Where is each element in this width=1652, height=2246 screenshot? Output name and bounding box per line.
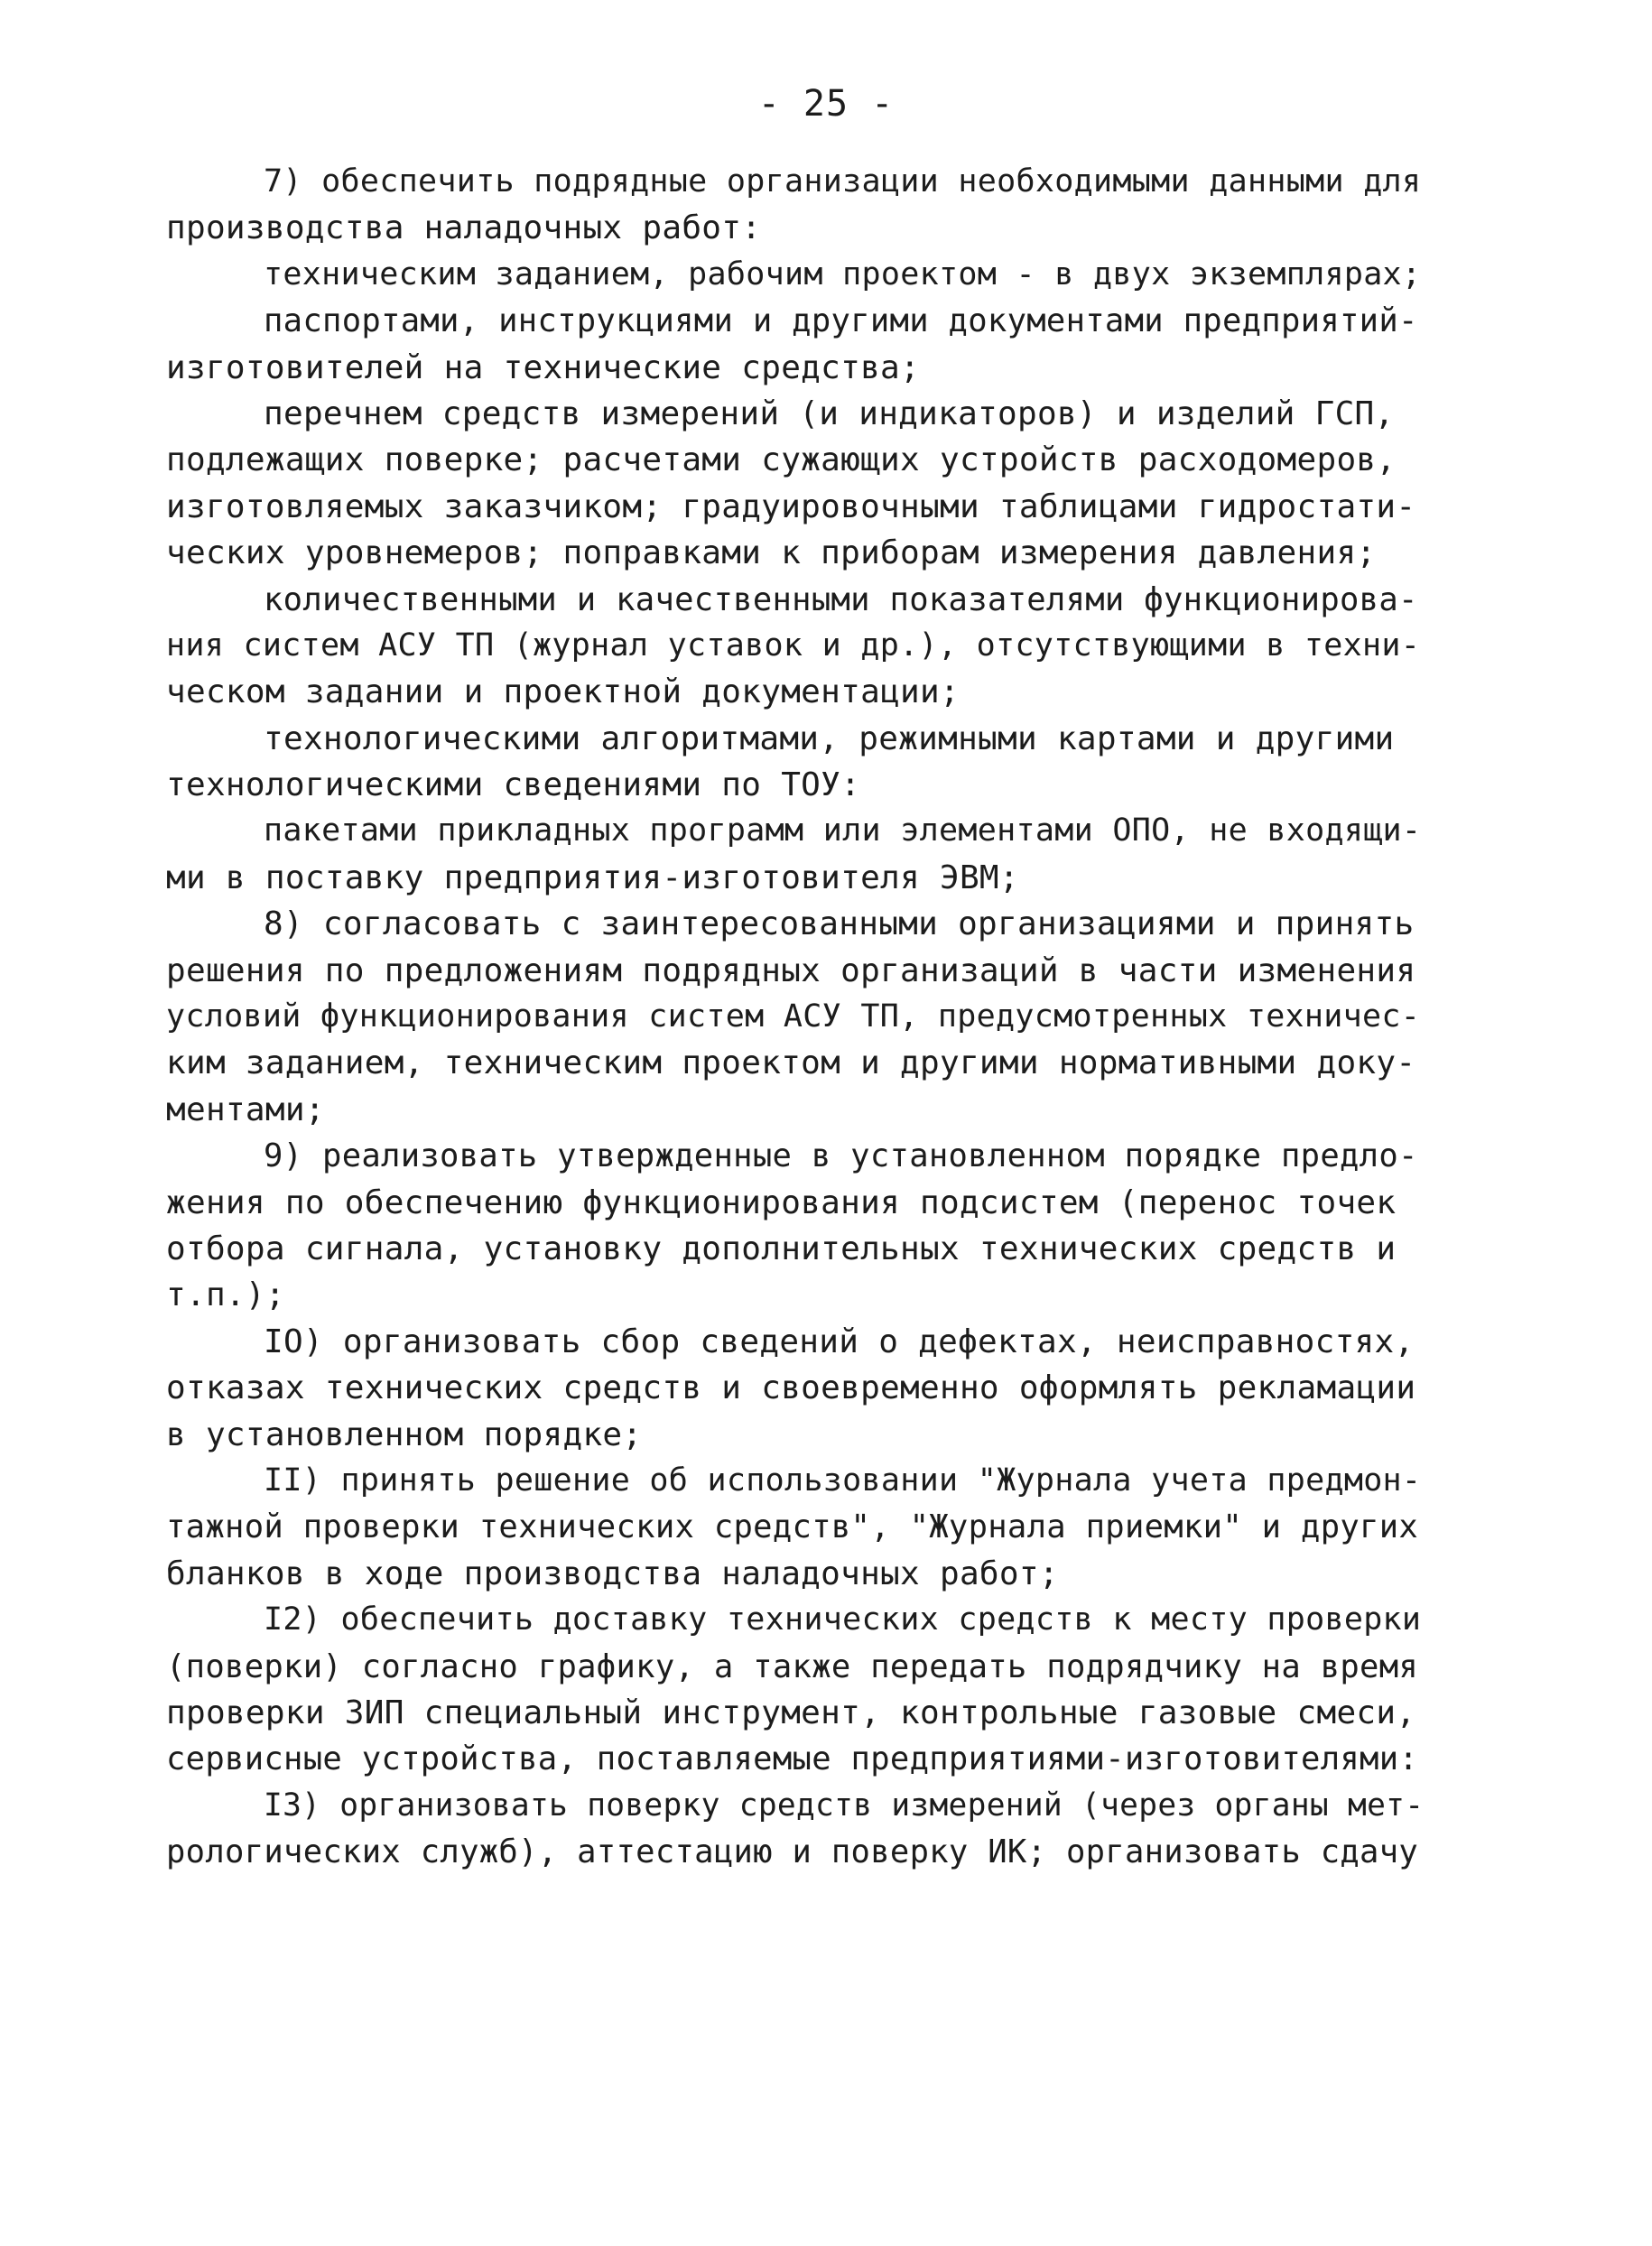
text-line: IO) организовать сбор сведений о дефектах, неисправностях, — [264, 1323, 1415, 1360]
text-line: условий функционирования систем АСУ ТП, предусмотренных техничес- — [166, 998, 1421, 1035]
page-number: - 25 - — [757, 83, 895, 125]
text-line: перечнем средств измерений (и индикаторов) и изделий ГСП, — [264, 394, 1395, 432]
text-line: ческом задании и проектной документации; — [166, 673, 960, 711]
text-line: изготовляемых заказчиком; градуировочными таблицами гидростати- — [166, 487, 1416, 525]
text-line: производства наладочных работ: — [166, 209, 762, 247]
text-line: в установленном порядке; — [166, 1415, 643, 1453]
text-line: ким заданием, техническим проектом и другими нормативными доку- — [166, 1044, 1416, 1082]
text-line: подлежащих поверке; расчетами сужающих устройств расходомеров, — [166, 441, 1397, 479]
text-line: I3) организовать поверку средств измерений (через органы мет- — [264, 1787, 1425, 1824]
text-line: 7) обеспечить подрядные организации необходимыми данными для — [264, 163, 1422, 200]
text-line: (поверки) согласно графику, а также передать подрядчику на время — [166, 1647, 1419, 1685]
text-line: количественными и качественными показателями функционирова- — [264, 580, 1418, 618]
text-line: 8) согласовать с заинтересованными организациями и принять — [264, 905, 1415, 943]
text-line: сервисные устройства, поставляемые предприятиями-изготовителями: — [166, 1740, 1419, 1778]
text-line: бланков в ходе производства наладочных работ; — [166, 1555, 1059, 1592]
text-line: решения по предложениям подрядных организаций в части изменения — [166, 951, 1416, 989]
text-line: т.п.); — [166, 1276, 285, 1314]
text-line: отбора сигнала, установку дополнительных технических средств и — [166, 1230, 1397, 1267]
text-line: I2) обеспечить доставку технических средств к месту проверки — [264, 1601, 1422, 1638]
body-text — [166, 159, 1430, 1875]
text-line: техническим заданием, рабочим проектом - в двух экземплярах; — [264, 255, 1422, 292]
text-line: технологическими алгоритмами, режимными картами и другими — [264, 719, 1395, 757]
text-line: 9) реализовать утвержденные в установленном порядке предло- — [264, 1137, 1418, 1175]
text-line: отказах технических средств и своевременно оформлять рекламации — [166, 1369, 1416, 1407]
text-line: изготовителей на технические средства; — [166, 348, 921, 386]
text-line: паспортами, инструкциями и другими документами предприятий- — [264, 302, 1418, 340]
text-line: пакетами прикладных программ или элементами ОПО, не входящи- — [264, 812, 1422, 849]
text-line: II) принять решение об использовании "Журнала учета предмон- — [264, 1462, 1422, 1499]
text-line: ния систем АСУ ТП (журнал уставок и др.), отсутствующими в техни- — [166, 626, 1421, 664]
text-line: проверки ЗИП специальный инструмент, контрольные газовые смеси, — [166, 1694, 1416, 1731]
text-line: рологических служб), аттестацию и поверку ИК; организовать сдачу — [166, 1833, 1419, 1871]
text-line: ми в поставку предприятия-изготовителя ЭВМ; — [166, 858, 1019, 896]
text-line: жения по обеспечению функционирования подсистем (перенос точек — [166, 1183, 1397, 1221]
text-line: технологическими сведениями по ТОУ: — [166, 766, 861, 804]
text-line: тажной проверки технических средств", "Журнала приемки" и других — [166, 1508, 1419, 1546]
text-line: ческих уровнемеров; поправками к приборам измерения давления; — [166, 534, 1377, 572]
text-line: ментами; — [166, 1091, 325, 1128]
